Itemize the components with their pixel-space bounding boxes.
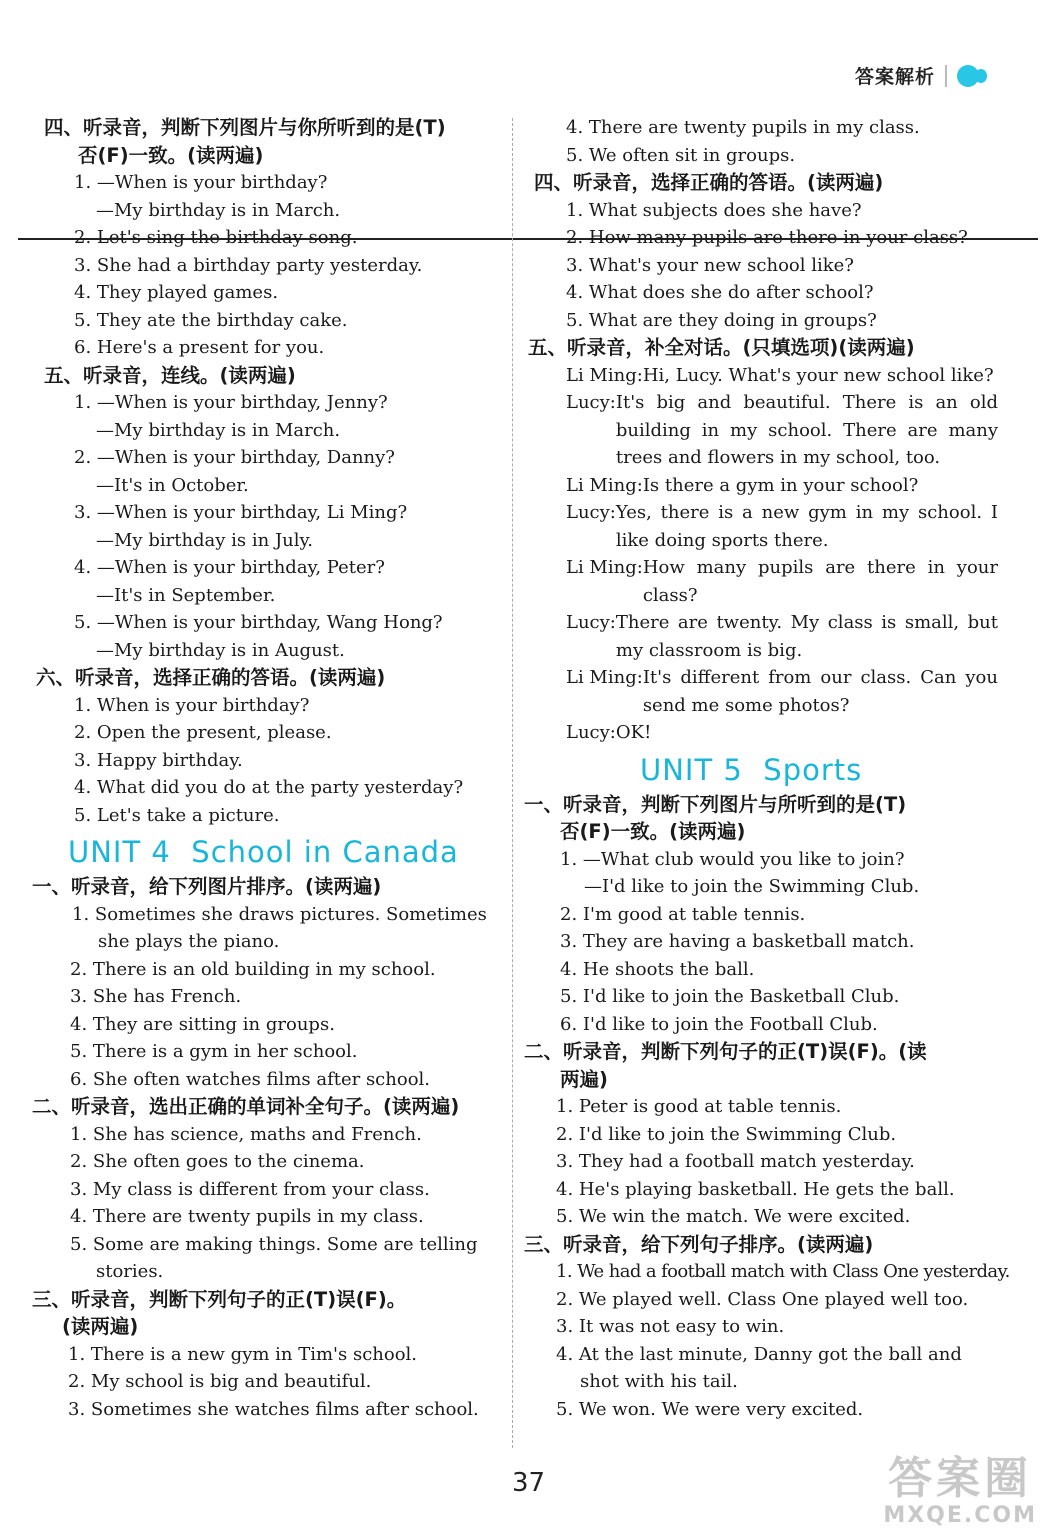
list-item: 4. What does she do after school? [566, 282, 874, 303]
section-title: 五、听录音，补全对话。(只填选项)(读两遍) [528, 336, 915, 359]
list-item: 4. —When is your birthday, Peter? [74, 557, 385, 578]
list-item: 6. I'd like to join the Football Club. [560, 1013, 878, 1035]
list-item: 4. There are twenty pupils in my class. [566, 117, 920, 138]
dialog-line [528, 664, 998, 719]
list-item: 2. My school is big and beautiful. [68, 1371, 372, 1392]
list-item: —It's in October. [96, 474, 249, 496]
list-item: 1. Peter is good at table tennis. [556, 1096, 842, 1117]
dialog-text: Yes, there is a new gym in my school. I like doing sports there. [615, 502, 998, 551]
section-title: 四、听录音，判断下列图片与你所听到的是(T) [44, 116, 446, 139]
list-item: 5. We win the match. We were excited. [556, 1206, 911, 1227]
right-column [524, 114, 1010, 1423]
section-title: 二、听录音，判断下列句子的正(T)误(F)。(读 [524, 1040, 927, 1063]
section-title: 一、听录音，判断下列图片与所听到的是(T) [524, 792, 907, 816]
list-item: 1. What subjects does she have? [566, 199, 862, 221]
dialog-text: How many pupils are there in your class? [642, 557, 998, 606]
section-title: 二、听录音，选出正确的单词补全句子。(读两遍) [32, 1095, 460, 1118]
list-item: 4. There are twenty pupils in my class. [70, 1206, 424, 1227]
dialog-text: It's different from our class. Can you send me some photos? [642, 667, 998, 716]
list-item: 5. Some are making things. Some are telling stories. [70, 1233, 478, 1282]
page-number: 37 [511, 1468, 546, 1498]
list-item: 5. We often sit in groups. [566, 144, 796, 166]
list-item: 3. —When is your birthday, Li Ming? [74, 502, 408, 523]
list-item: 1. Sometimes she draws pictures. Sometimes she plays the piano. [72, 903, 487, 952]
dialog-line [528, 554, 998, 609]
list-item: 2. How many pupils are there in your class? [566, 227, 968, 248]
list-item: 3. They are having a basketball match. [560, 931, 915, 952]
list-item: —My birthday is in March. [96, 199, 341, 221]
list-item: 5. We won. We were very excited. [556, 1398, 864, 1420]
column-divider [512, 118, 513, 1448]
section-title: 三、听录音，给下列句子排序。(读两遍) [524, 1232, 874, 1256]
list-item: 2. —When is your birthday, Danny? [74, 447, 395, 468]
list-item: 1. We had a football match with Class One yesterday. [556, 1261, 1010, 1282]
list-item: 5. There is a gym in her school. [70, 1041, 358, 1062]
list-item: —I'd like to join the Swimming Club. [584, 876, 920, 897]
dialog-text: Is there a gym in your school? [642, 474, 919, 496]
dialog-speaker: Li Ming: [566, 667, 643, 688]
dialog-speaker: Lucy: [566, 502, 616, 523]
list-item: 3. She has French. [70, 986, 242, 1007]
list-item: 1. —When is your birthday? [74, 172, 328, 193]
section-title-cont: (读两遍) [62, 1315, 139, 1338]
list-item: 3. What's your new school like? [566, 254, 854, 276]
section-title-cont: 否(F)一致。(读两遍) [78, 143, 264, 167]
dialog-line [528, 472, 998, 500]
list-item: 1. When is your birthday? [74, 694, 310, 716]
list-item: 6. She often watches films after school. [70, 1068, 431, 1090]
dialog-speaker: Lucy: [566, 722, 616, 743]
dialog-text: There are twenty. My class is small, but my classroom is big. [615, 612, 998, 661]
list-item: 4. At the last minute, Danny got the ball and shot with his tail. [556, 1343, 962, 1392]
list-item: 3. They had a football match yesterday. [556, 1151, 915, 1172]
list-item: 2. We played well. Class One played well too. [556, 1288, 969, 1310]
list-item: 5. They ate the birthday cake. [74, 309, 348, 331]
list-item: 5. Let's take a picture. [74, 804, 280, 826]
list-item: 3. My class is different from your class. [70, 1178, 430, 1200]
dialog-speaker: Lucy: [566, 612, 616, 633]
left-column [32, 114, 502, 1423]
list-item: 5. I'd like to join the Basketball Club. [560, 986, 900, 1007]
list-item: 2. I'd like to join the Swimming Club. [556, 1123, 897, 1145]
list-item: —My birthday is in July. [96, 529, 314, 551]
list-item: 5. What are they doing in groups? [566, 309, 877, 331]
page-header [855, 62, 979, 89]
dialog-line [528, 719, 998, 747]
section-title: 四、听录音，选择正确的答语。(读两遍) [534, 171, 884, 194]
unit-heading: UNIT 5 Sports [640, 752, 863, 787]
dialog-line [528, 389, 998, 472]
watermark [883, 1455, 1037, 1528]
header-divider [945, 65, 947, 87]
list-item: 3. Sometimes she watches films after school. [68, 1398, 479, 1420]
brand-logo-icon [957, 65, 979, 87]
header-title: 答案解析 [854, 66, 935, 88]
list-item: 1. —When is your birthday, Jenny? [74, 392, 388, 413]
list-item: 3. She had a birthday party yesterday. [74, 254, 423, 276]
watermark-text: 答案圈 [888, 1453, 1033, 1504]
list-item: 4. They are sitting in groups. [70, 1013, 335, 1035]
list-item: 4. He's playing basketball. He gets the ball. [556, 1178, 955, 1200]
section-title: 六、听录音，选择正确的答语。(读两遍) [36, 666, 386, 689]
list-item: 4. He shoots the ball. [560, 958, 755, 980]
dialog-speaker: Li Ming: [566, 364, 643, 386]
dialog-text: OK! [615, 722, 652, 743]
section-title-cont: 否(F)一致。(读两遍) [560, 820, 746, 843]
list-item: —It's in September. [96, 584, 276, 606]
section-title: 三、听录音，判断下列句子的正(T)误(F)。 [32, 1287, 407, 1311]
list-item: 5. —When is your birthday, Wang Hong? [74, 612, 443, 633]
list-item: 1. —What club would you like to join? [560, 848, 905, 870]
list-item: 4. They played games. [74, 282, 279, 303]
list-item: 2. Let's sing the birthday song. [74, 227, 358, 248]
section-title: 五、听录音，连线。(读两遍) [44, 363, 296, 387]
dialog-speaker: Li Ming: [566, 557, 643, 578]
list-item: 3. It was not easy to win. [556, 1316, 785, 1337]
list-item: 2. Open the present, please. [74, 722, 332, 743]
list-item: —My birthday is in August. [96, 639, 345, 661]
dialog-speaker: Li Ming: [566, 474, 643, 496]
dialog-line [528, 499, 998, 554]
list-item: 2. She often goes to the cinema. [70, 1151, 365, 1172]
unit-heading: UNIT 4 School in Canada [68, 835, 459, 869]
list-item: 2. I'm good at table tennis. [560, 903, 806, 925]
section-title: 一、听录音，给下列图片排序。(读两遍) [32, 875, 382, 898]
dialog-line [528, 362, 998, 390]
list-item: 1. She has science, maths and French. [70, 1123, 422, 1145]
watermark-url: MXQE.COM [883, 1503, 1037, 1528]
list-item: 4. What did you do at the party yesterday? [74, 777, 464, 798]
dialog-text: It's big and beautiful. There is an old building in my school. There are many trees and flowers in my school, too. [615, 392, 998, 468]
dialog-text: Hi, Lucy. What's your new school like? [642, 364, 994, 386]
list-item: 3. Happy birthday. [74, 749, 243, 771]
list-item: 1. There is a new gym in Tim's school. [68, 1343, 418, 1365]
list-item: 6. Here's a present for you. [74, 337, 325, 358]
dialog-speaker: Lucy: [566, 392, 616, 413]
list-item: —My birthday is in March. [96, 419, 341, 441]
dialog-line [528, 609, 998, 664]
list-item: 2. There is an old building in my school. [70, 958, 436, 980]
section-title-cont: 两遍) [560, 1067, 608, 1091]
